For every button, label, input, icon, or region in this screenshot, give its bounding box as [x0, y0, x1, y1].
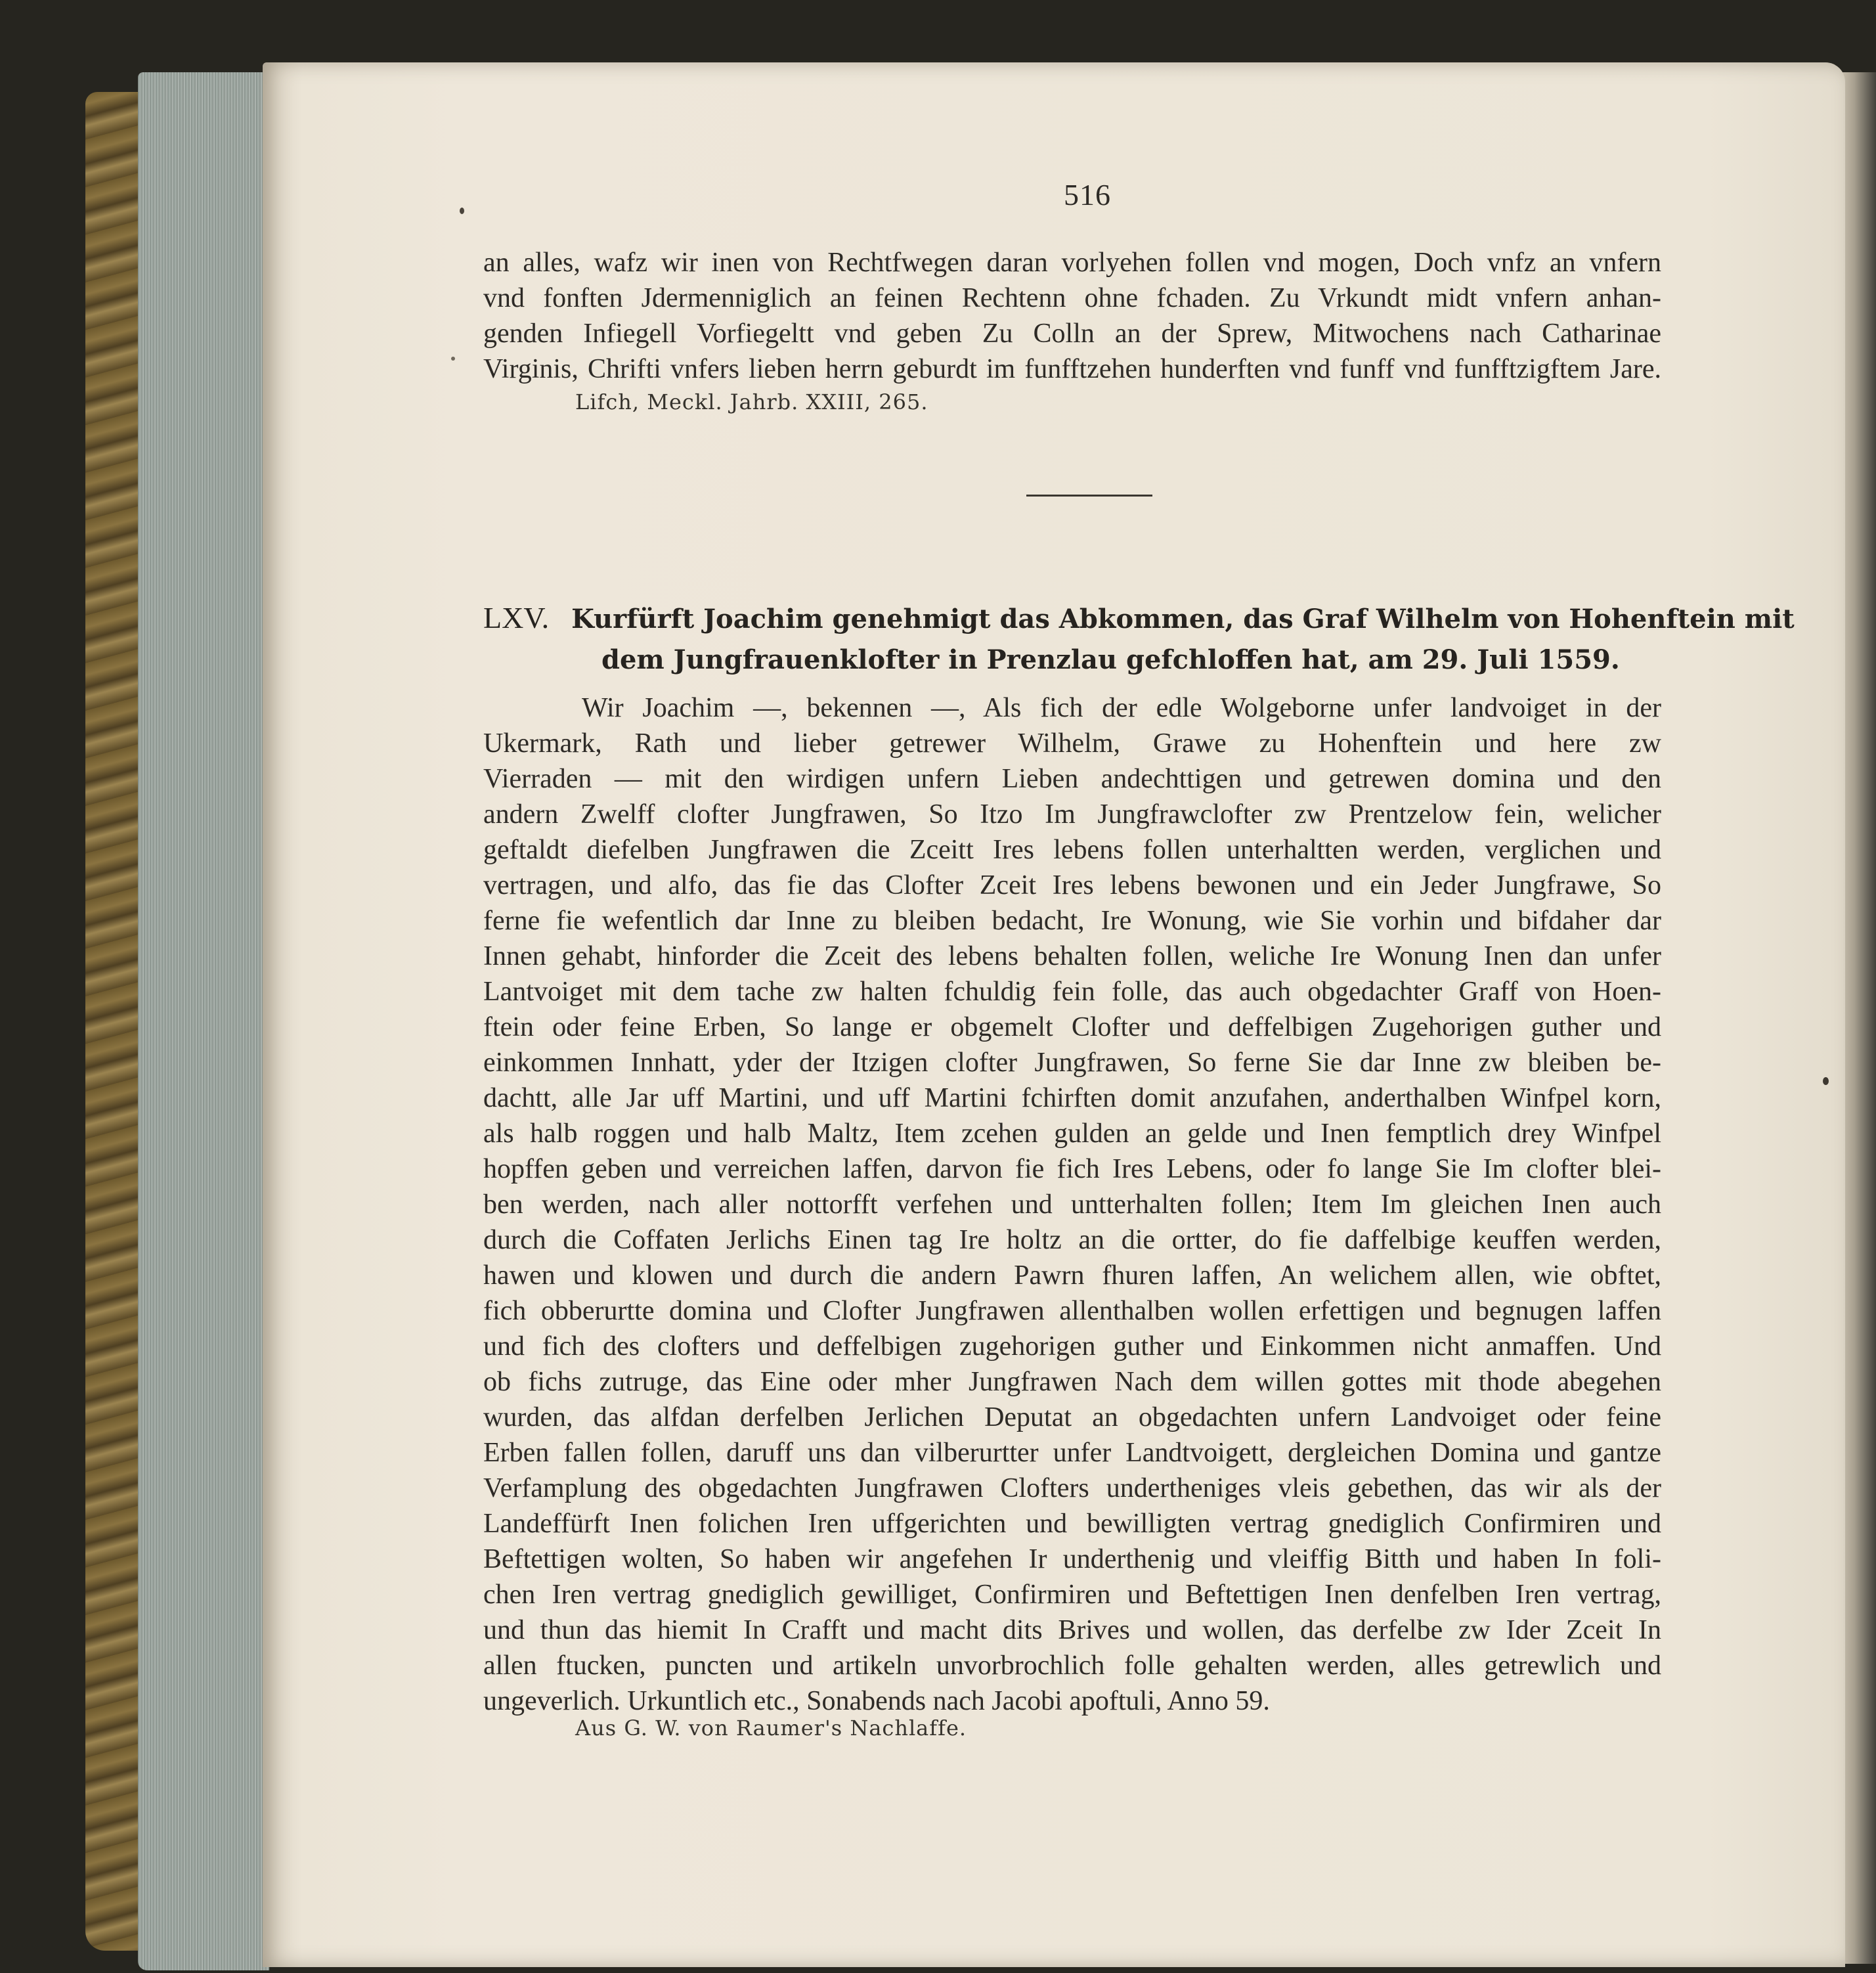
text-line: genden Infiegell Vorfiegeltt vnd geben Zu Colln an der Sprew, Mitwochens nach Catharinae [483, 319, 1661, 349]
text-line: Ukermark, Rath und lieber getrewer Wilhelm, Grawe zu Hohenftein und here zw [483, 728, 1661, 759]
text-line: einkommen Innhatt, yder der Itzigen clofter Jungfrawen, So ferne Sie dar Inne zw bleiben be- [483, 1048, 1661, 1078]
text-line: Erben fallen follen, daruff uns dan vilberurtter unfer Landtvoigett, dergleichen Domina und gantze [483, 1438, 1661, 1468]
text-line: ben werden, nach aller nottorfft verfehen und untterhalten follen; Item Im gleichen Inen auch [483, 1189, 1661, 1220]
text-line: und thun das hiemit In Crafft und macht dits Brives und wollen, das derfelbe zw Ider Zceit In [483, 1615, 1661, 1645]
document-body [483, 690, 1661, 1719]
text-line: Virginis, Chrifti vnfers lieben herrn geburdt im funfftzehen hunderften vnd funff vnd funfftzigftem Jare. [483, 354, 1661, 384]
text-line: an alles, wafz wir inen von Rechtfwegen daran vorlyehen follen vnd mogen, Doch vnfz an vnfern [483, 248, 1661, 278]
heading-line: dem Jungfrauenklofter in Prenzlau gefchloffen hat, am 29. Juli 1559. [601, 644, 1620, 675]
text-line: chen Iren vertrag gnediglich gewilliget, Confirmiren und Beftettigen Inen denfelben Iren vertrag, [483, 1580, 1661, 1610]
source-citation: Lifch, Meckl. Jahrb. XXIII, 265. [575, 389, 928, 414]
text-line: andern Zwelff clofter Jungfrawen, So Itzo Im Jungfrawclofter zw Prentzelow fein, welicher [483, 799, 1661, 830]
text-line: Verfamplung des obgedachten Jungfrawen Clofters undertheniges vleis gebethen, das wir als der [483, 1473, 1661, 1503]
text-line: fich obberurtte domina und Clofter Jungfrawen allenthalben wollen erfettigen und begnugen laffen [483, 1296, 1661, 1326]
text-line: ob fichs zutruge, das Eine oder mher Jungfrawen Nach dem willen gottes mit thode abegehen [483, 1367, 1661, 1397]
document-heading [483, 598, 1795, 680]
source-citation: Aus G. W. von Raumer's Nachlaffe. [575, 1716, 967, 1740]
text-line: dachtt, alle Jar uff Martini, und uff Martini fchirften domit anzufahen, anderthalben Winfpel korn, [483, 1083, 1661, 1113]
text-line: Landeffürft Inen folichen Iren uffgerichten und bewilligten vertrag gnediglich Confirmiren und [483, 1509, 1661, 1539]
text-line: ftein oder feine Erben, So lange er obgemelt Clofter und deffelbigen Zugehorigen guther und [483, 1012, 1661, 1042]
text-line: vertragen, und alfo, das fie das Clofter Zceit Ires lebens bewonen und ein Jeder Jungfrawe, So [483, 870, 1661, 900]
heading-line [483, 598, 1795, 640]
text-line: Beftettigen wolten, So haben wir angefehen Ir underthenig und vleiffig Bitth und haben In foli- [483, 1544, 1661, 1574]
section-divider [1026, 495, 1152, 497]
text-line: vnd fonften Jdermenniglich an feinen Rechtenn ohne fchaden. Zu Vrkundt midt vnfern anhan- [483, 283, 1661, 313]
page-block-edge [138, 72, 269, 1970]
text-line: geftaldt diefelben Jungfrawen die Zceitt Ires lebens follen unterhaltten werden, verglichen und [483, 835, 1661, 865]
heading-text: Kurfürft Joachim genehmigt das Abkommen, das Graf Wilhelm von Hohenftein mit [571, 604, 1795, 634]
top-paragraph [483, 245, 1661, 387]
text-line: durch die Coffaten Jerlichs Einen tag Ire holtz an die ortter, do fie daffelbige keuffen werden, [483, 1225, 1661, 1255]
ink-speck [1823, 1077, 1829, 1085]
page-number: 516 [1064, 178, 1111, 211]
ink-speck [460, 208, 464, 214]
text-line: Wir Joachim —, bekennen —, Als fich der edle Wolgeborne unfer landvoiget in der [582, 693, 1661, 723]
text-line: als halb roggen und halb Maltz, Item zcehen gulden an gelde und Inen femptlich drey Winfpel [483, 1119, 1661, 1149]
text-line: ungeverlich. Urkuntlich etc., Sonabends nach Jacobi apoftuli, Anno 59. [483, 1686, 1270, 1716]
text-line: Vierraden — mit den wirdigen unfern Lieben andechttigen und getrewen domina und den [483, 764, 1661, 794]
text-line: hopffen geben und verreichen laffen, darvon fie fich Ires Lebens, oder fo lange Sie Im clofter blei- [483, 1154, 1661, 1184]
text-line: Lantvoiget mit dem tache zw halten fchuldig fein folle, das auch obgedachter Graff von Hoen- [483, 977, 1661, 1007]
ink-speck [451, 357, 455, 361]
text-line: und fich des clofters und deffelbigen zugehorigen guther und Einkommen nicht anmaffen. Und [483, 1331, 1661, 1362]
text-line: hawen und klowen und durch die andern Pawrn fhuren laffen, An welichem allen, wie obftet, [483, 1260, 1661, 1291]
text-line: Innen gehabt, hinforder die Zceit des lebens behalten follen, weliche Ire Wonung Inen dan unfer [483, 941, 1661, 971]
text-line: allen ftucken, puncten und artikeln unvorbrochlich folle gehalten werden, alles getrewlich und [483, 1651, 1661, 1681]
document-number: LXV. [483, 601, 550, 634]
text-line: wurden, das alfdan derfelben Jerlichen Deputat an obgedachten unfern Landvoiget oder feine [483, 1402, 1661, 1432]
text-line: ferne fie wefentlich dar Inne zu bleiben bedacht, Ire Wonung, wie Sie vorhin und bifdaher dar [483, 906, 1661, 936]
